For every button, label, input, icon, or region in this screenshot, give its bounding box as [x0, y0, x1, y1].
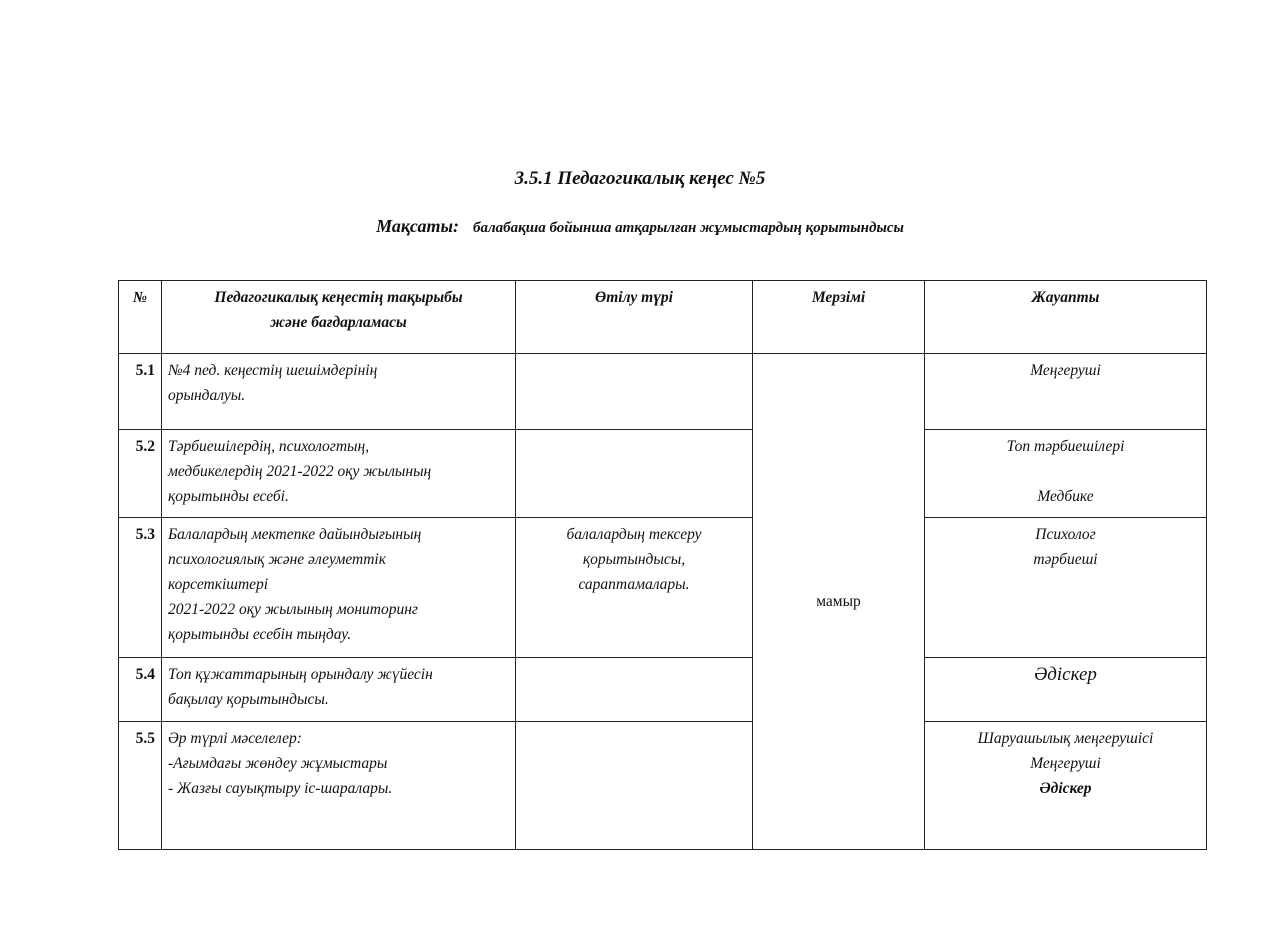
row-topic — [162, 658, 516, 722]
table-header-row — [119, 281, 1207, 354]
responsible-line: тәрбиеші — [1033, 551, 1098, 568]
table-row — [119, 722, 1207, 850]
header-num: № — [119, 281, 162, 354]
row-form — [516, 658, 753, 722]
topic-line: 2021-2022 оқу жылының мониторинг — [168, 601, 418, 618]
form-line: сараптамалары. — [578, 576, 690, 593]
table-row — [119, 430, 1207, 518]
goal-text: балабақша бойынша атқарылған жұмыстардың қорытындысы — [472, 220, 904, 236]
row-form — [516, 722, 753, 850]
topic-line: орындалуы. — [168, 387, 246, 404]
table-row — [119, 518, 1207, 658]
row-responsible — [925, 722, 1207, 850]
row-form — [516, 430, 753, 518]
row-responsible — [925, 658, 1207, 722]
goal-label: Мақсаты: — [376, 216, 459, 236]
row-responsible — [925, 518, 1207, 658]
pedagogical-council-table — [118, 280, 1207, 850]
header-topic-line: және бағдарламасы — [270, 314, 407, 331]
header-responsible: Жауапты — [925, 281, 1207, 354]
row-topic — [162, 430, 516, 518]
goal-line — [0, 216, 1280, 237]
responsible-line: Медбике — [1037, 488, 1094, 505]
responsible-line: Психолог — [1035, 526, 1096, 543]
form-line: балалардың тексеру — [566, 526, 702, 543]
form-line: қорытындысы, — [582, 551, 686, 568]
term-cell: мамыр — [753, 354, 925, 850]
row-number: 5.3 — [119, 518, 162, 658]
table-row — [119, 658, 1207, 722]
topic-line: бақылау қорытындысы. — [168, 691, 329, 708]
topic-line: психологиялық және әлеуметтік — [168, 551, 386, 568]
row-topic — [162, 722, 516, 850]
responsible-line: Топ тәрбиешілері — [1006, 438, 1125, 455]
topic-line: қорытынды есебі. — [168, 488, 289, 505]
topic-line: Әр түрлі мәселелер: — [168, 730, 302, 747]
row-number: 5.5 — [119, 722, 162, 850]
responsible-line: Шаруашылық меңгерушісі — [977, 730, 1154, 747]
topic-line: корсеткіштері — [168, 576, 269, 593]
topic-line: - Жазғы сауықтыру іс-шаралары. — [168, 780, 393, 797]
row-number: 5.2 — [119, 430, 162, 518]
row-topic — [162, 518, 516, 658]
topic-line: -Ағымдағы жөндеу жұмыстары — [168, 755, 388, 772]
table-row — [119, 354, 1207, 430]
topic-line: Тәрбиешілердің, психологтың, — [168, 438, 370, 455]
responsible-line: Әдіскер — [1039, 780, 1092, 797]
topic-line: медбикелердің 2021-2022 оқу жылының — [168, 463, 432, 480]
row-topic — [162, 354, 516, 430]
responsible-line: Әдіскер — [1034, 664, 1097, 685]
responsible-line: Меңгеруші — [1030, 755, 1101, 772]
header-form: Өтілу түрі — [516, 281, 753, 354]
row-responsible — [925, 354, 1207, 430]
row-number: 5.1 — [119, 354, 162, 430]
header-topic — [162, 281, 516, 354]
header-topic-line: Педагогикалық кеңестің тақырыбы — [214, 289, 463, 306]
topic-line: Топ құжаттарының орындалу жүйесін — [168, 666, 433, 683]
row-responsible — [925, 430, 1207, 518]
responsible-line: Меңгеруші — [1030, 362, 1101, 379]
page-title: 3.5.1 Педагогикалық кеңес №5 — [514, 168, 766, 189]
topic-line: №4 пед. кеңестің шешімдерінің — [168, 362, 378, 379]
row-form — [516, 518, 753, 658]
header-term: Мерзімі — [753, 281, 925, 354]
topic-line: қорытынды есебін тыңдау. — [168, 626, 352, 643]
topic-line: Балалардың мектепке дайындығының — [168, 526, 422, 543]
row-number: 5.4 — [119, 658, 162, 722]
row-form — [516, 354, 753, 430]
